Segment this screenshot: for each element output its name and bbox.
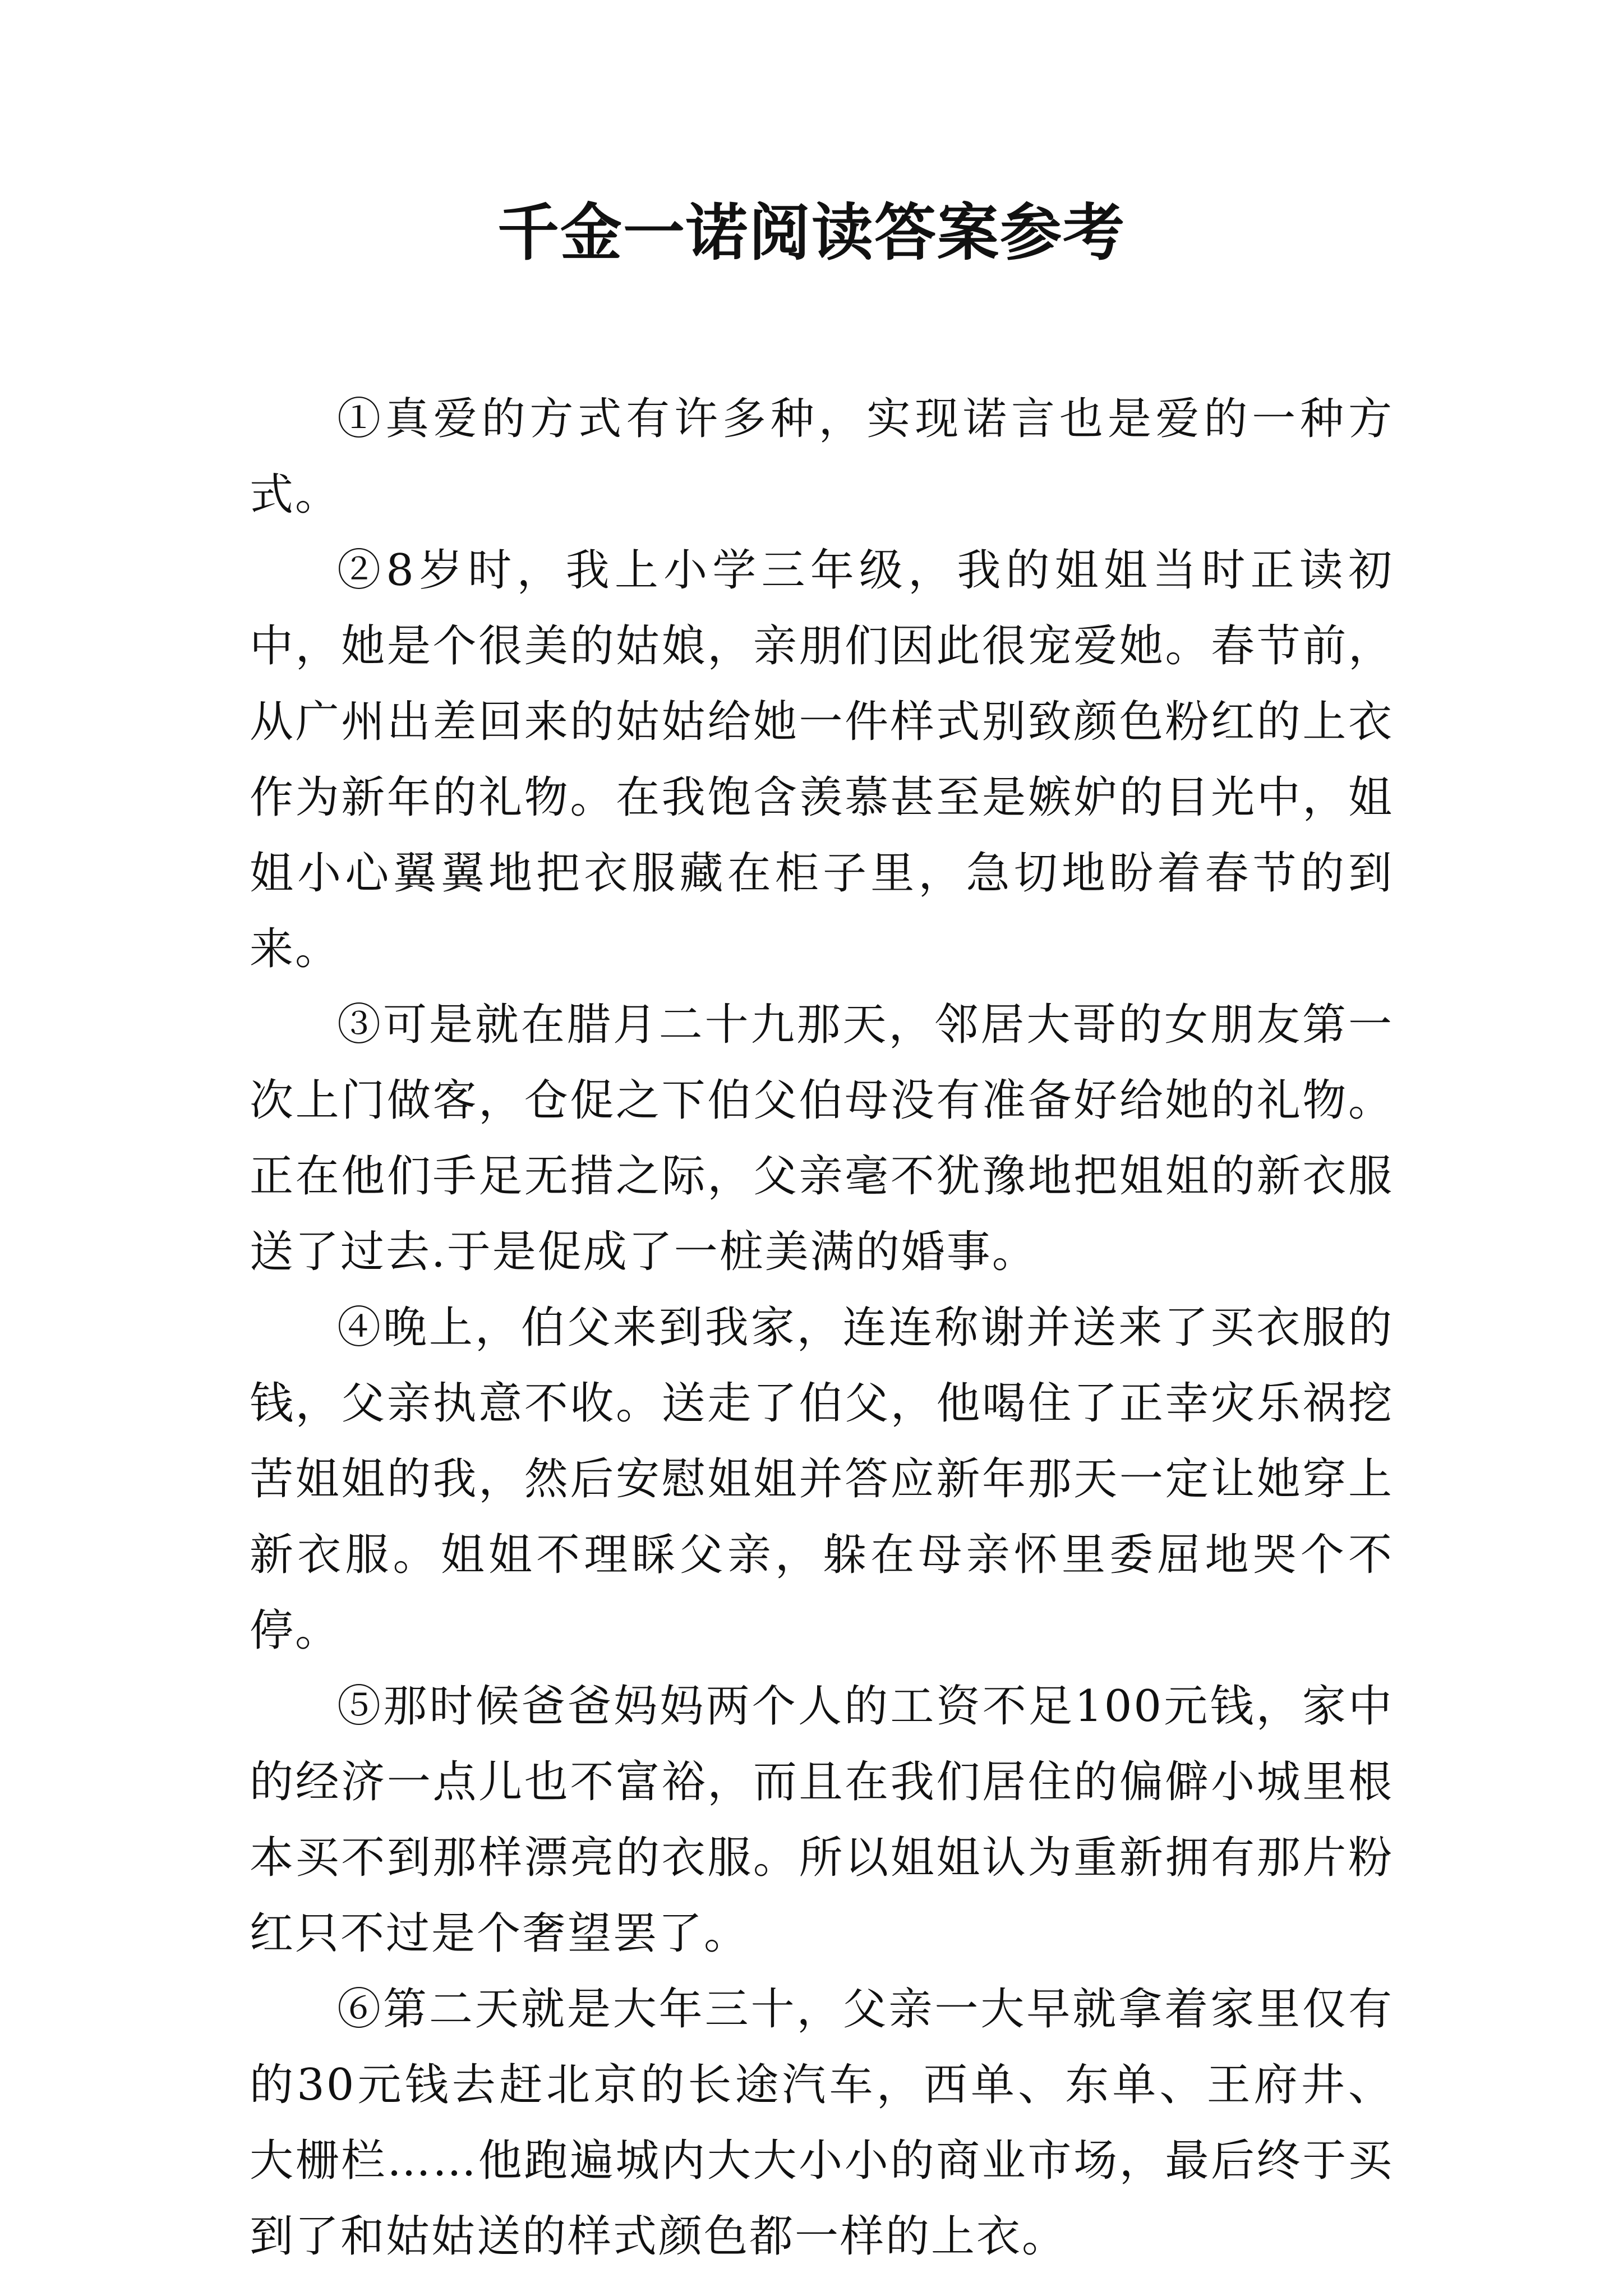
paragraph-2: ②8岁时，我上小学三年级，我的姐姐当时正读初中，她是个很美的姑娘，亲朋们因此很宠爱她。春节前，从广州出差回来的姑姑给她一件样式别致颜色粉红的上衣作为新年的礼物。在我饱含羡慕甚至是嫉妒的目光中，姐姐小心翼翼地把衣服藏在柜子里，急切地盼着春节的到来。 bbox=[250, 545, 1394, 974]
document-title: 千金一诺阅读答案参考 bbox=[497, 197, 1126, 269]
paragraph-6: ⑥第二天就是大年三十，父亲一大早就拿着家里仅有的30元钱去赶北京的长途汽车，西单、东单、王府井、大栅栏……他跑遍城内大大小小的商业市场，最后终于买到了和姑姑送的样式颜色都一样的上衣。 bbox=[250, 1984, 1394, 2262]
paragraph-5: ⑤那时候爸爸妈妈两个人的工资不足100元钱，家中的经济一点儿也不富裕，而且在我们居住的偏僻小城里根本买不到那样漂亮的衣服。所以姐姐认为重新拥有那片粉红只不过是个奢望罢了。 bbox=[250, 1681, 1394, 1959]
paragraph-4: ④晚上，伯父来到我家，连连称谢并送来了买衣服的钱，父亲执意不收。送走了伯父，他喝住了正幸灾乐祸挖苦姐姐的我，然后安慰姐姐并答应新年那天一定让她穿上新衣服。姐姐不理睬父亲，躲在母亲怀里委屈地哭个不停。 bbox=[250, 1303, 1394, 1656]
paragraph-1: ①真爱的方式有许多种，实现诺言也是爱的一种方式。 bbox=[250, 394, 1394, 520]
document-body bbox=[250, 381, 1394, 2275]
paragraph-3: ③可是就在腊月二十九那天，邻居大哥的女朋友第一次上门做客，仓促之下伯父伯母没有准备好给她的礼物。正在他们手足无措之际，父亲毫不犹豫地把姐姐的新衣服送了过去.于是促成了一桩美满的婚事。 bbox=[250, 1000, 1394, 1277]
